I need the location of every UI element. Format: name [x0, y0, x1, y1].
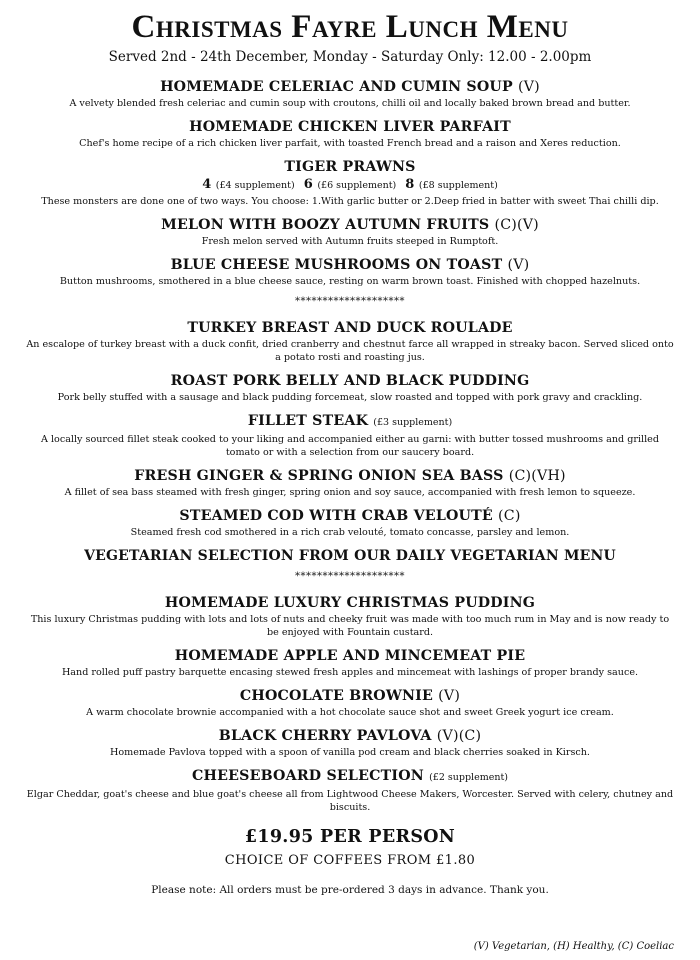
dish-name-line	[18, 118, 682, 136]
prawn-supplement: (£8 supplement)	[418, 180, 498, 191]
menu-subtitle: Served 2nd - 24th December, Monday - Saturday Only: 12.00 - 2.00pm	[108, 49, 592, 65]
dish-tag: (C)(VH)	[508, 468, 566, 484]
dish-description: Hand rolled puff pastry barquette encasing stewed fresh apples and mincemeat with lashings of proper brandy sauce.	[61, 667, 639, 678]
dish-tag: (V)	[518, 79, 540, 95]
dish-name-line	[18, 372, 682, 390]
dish-name-line	[18, 319, 682, 337]
dish-description: This luxury Christmas pudding with lots and lots of nuts and cheeky fruit was made with too much rum in May and is now ready to be enjoyed with Fountain custard.	[30, 614, 670, 638]
dish-name: FILLET STEAK	[247, 413, 369, 429]
menu-item	[18, 594, 682, 639]
order-note: Please note: All orders must be pre-ordered 3 days in advance. Thank you.	[151, 884, 549, 896]
dish-name-line	[18, 767, 682, 787]
dish-name-line	[18, 507, 682, 525]
prawn-supplement: (£6 supplement)	[317, 180, 397, 191]
menu-item	[18, 727, 682, 759]
dish-supplement: (£3 supplement)	[373, 417, 453, 428]
dish-name: BLACK CHERRY PAVLOVA	[218, 728, 432, 744]
dish-name-line	[18, 78, 682, 96]
dish-name: ROAST PORK BELLY AND BLACK PUDDING	[170, 373, 530, 389]
menu-item	[18, 319, 682, 364]
dish-name: FRESH GINGER & SPRING ONION SEA BASS	[134, 468, 504, 484]
dish-description: Chef's home recipe of a rich chicken liver parfait, with toasted French bread and a raison and Xeres reduction.	[79, 138, 621, 149]
dish-name: HOMEMADE CHICKEN LIVER PARFAIT	[189, 119, 511, 135]
dish-description: Homemade Pavlova topped with a spoon of vanilla pod cream and black cherries soaked in Kirsch.	[110, 747, 590, 758]
menu-item	[18, 118, 682, 150]
dish-name-line	[18, 727, 682, 745]
dish-name: HOMEMADE APPLE AND MINCEMEAT PIE	[174, 648, 526, 664]
dish-tag: (V)(C)	[436, 728, 482, 744]
vegetarian-selection: VEGETARIAN SELECTION FROM OUR DAILY VEGETARIAN MENU	[84, 548, 616, 564]
dish-tag: (C)	[498, 508, 521, 524]
dietary-legend: (V) Vegetarian, (H) Healthy, (C) Coeliac	[473, 941, 674, 952]
dish-name: MELON WITH BOOZY AUTUMN FRUITS	[161, 217, 490, 233]
dish-name: HOMEMADE CELERIAC AND CUMIN SOUP	[160, 79, 513, 95]
dish-description: A warm chocolate brownie accompanied with a hot chocolate sauce shot and sweet Greek yogurt ice cream.	[86, 707, 614, 718]
dish-description: Elgar Cheddar, goat's cheese and blue goat's cheese all from Lightwood Cheese Makers, Worcester. Served with celery, chutney and biscuits.	[26, 789, 674, 813]
menu-item	[18, 507, 682, 539]
dish-tag: (V)	[438, 688, 461, 704]
dish-name: CHEESEBOARD SELECTION	[192, 768, 424, 784]
section-separator: ********************	[295, 571, 405, 582]
menu-item	[18, 767, 682, 814]
dish-description: A locally sourced fillet steak cooked to your liking and accompanied either au garni: with butter tossed mushrooms and grilled tomato or with a selection from our saucery board.	[41, 434, 659, 458]
dish-name: BLUE CHEESE MUSHROOMS ON TOAST	[170, 257, 503, 273]
dish-description: Steamed fresh cod smothered in a rich crab velouté, tomato concasse, parsley and lemon.	[130, 527, 570, 538]
dish-name-line	[18, 647, 682, 665]
dish-description: A velvety blended fresh celeriac and cumin soup with croutons, chilli oil and locally baked brown bread and butter.	[69, 98, 631, 109]
section-separator: ********************	[295, 296, 405, 307]
coffee-choice: CHOICE OF COFFEES FROM £1.80	[224, 853, 476, 868]
menu-item	[18, 216, 682, 248]
prawn-count: 6	[303, 177, 313, 192]
menu-item	[18, 467, 682, 499]
dish-name-line	[18, 467, 682, 485]
menu-item	[18, 687, 682, 719]
dish-name-line	[18, 412, 682, 432]
dish-name-line	[18, 216, 682, 234]
dish-name-line	[18, 256, 682, 274]
dish-name: HOMEMADE LUXURY CHRISTMAS PUDDING	[164, 595, 536, 611]
dish-description: A fillet of sea bass steamed with fresh ginger, spring onion and soy sauce, accompanied with fresh lemon to squeeze.	[64, 487, 636, 498]
dish-tag: (C)(V)	[494, 217, 539, 233]
menu-title: Christmas Fayre Lunch Menu	[131, 9, 569, 45]
prawn-supplement: (£4 supplement)	[215, 180, 295, 191]
menu-item	[18, 158, 682, 208]
menu-item	[18, 372, 682, 404]
dish-description: These monsters are done one of two ways. You choose: 1.With garlic butter or 2.Deep fried in batter with sweet Thai chilli dip.	[41, 196, 659, 207]
menu-item	[18, 412, 682, 459]
prawn-count: 8	[405, 177, 415, 192]
menu-item	[18, 647, 682, 679]
price-per-person: £19.95 PER PERSON	[244, 827, 456, 847]
dish-name: STEAMED COD WITH CRAB VELOUTÉ	[179, 508, 493, 524]
dish-supplement: (£2 supplement)	[429, 772, 508, 783]
dish-tag: (V)	[507, 257, 530, 273]
dish-name: TIGER PRAWNS	[284, 159, 416, 175]
dish-description: An escalope of turkey breast with a duck confit, dried cranberry and chestnut farce all wrapped in streaky bacon. Served sliced onto a potato rosti and roasting jus.	[26, 339, 674, 363]
dish-name-line	[18, 158, 682, 176]
dish-description: Pork belly stuffed with a sausage and black pudding forcemeat, slow roasted and topped with pork gravy and crackling.	[57, 392, 643, 403]
dish-name-line	[18, 687, 682, 705]
dish-description: Button mushrooms, smothered in a blue cheese sauce, resting on warm brown toast. Finished with chopped hazelnuts.	[59, 276, 641, 287]
menu-item	[18, 256, 682, 288]
dish-name: CHOCOLATE BROWNIE	[239, 688, 434, 704]
dish-name-line	[18, 594, 682, 612]
menu-item	[18, 78, 682, 110]
dish-name: TURKEY BREAST AND DUCK ROULADE	[187, 320, 513, 336]
prawn-count: 4	[202, 177, 212, 192]
prawn-options	[18, 177, 682, 194]
dish-description: Fresh melon served with Autumn fruits steeped in Rumptoft.	[201, 236, 499, 247]
